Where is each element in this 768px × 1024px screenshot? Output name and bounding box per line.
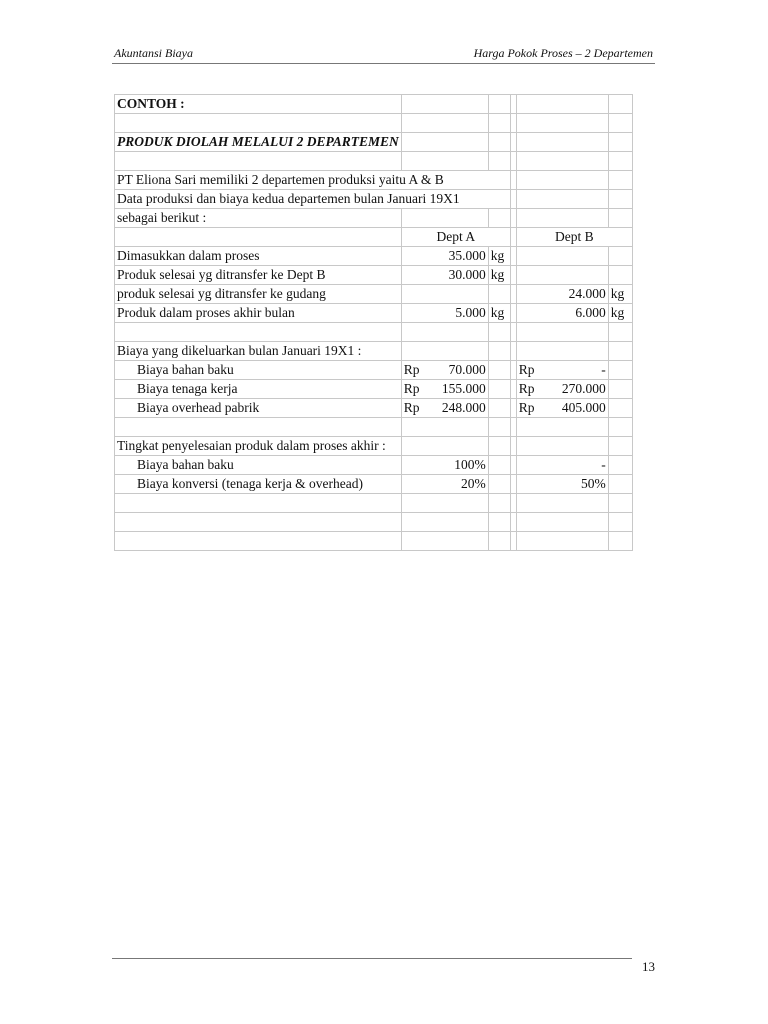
cost-b: 270.000 (561, 381, 606, 396)
currency-a: Rp (403, 362, 420, 377)
row-title (115, 133, 633, 152)
row-intro-1 (115, 171, 633, 190)
intro-line-3: sebagai berikut : (115, 209, 402, 228)
completion-row (115, 456, 633, 475)
production-label: produk selesai yg ditransfer ke gudang (115, 285, 402, 304)
running-header-right: Harga Pokok Proses – 2 Departemen (473, 46, 653, 60)
completion-a: 20% (401, 475, 488, 494)
row-intro-2 (115, 190, 633, 209)
production-label: Produk selesai yg ditransfer ke Dept B (115, 266, 402, 285)
row-intro-3 (115, 209, 633, 228)
production-row (115, 285, 633, 304)
dept-b-unit (608, 266, 632, 285)
completion-b: 50% (516, 475, 608, 494)
production-label: Dimasukkan dalam proses (115, 247, 402, 266)
dept-b-qty (516, 247, 608, 266)
production-row (115, 304, 633, 323)
intro-line-1: PT Eliona Sari memiliki 2 departemen produksi yaitu A & B (115, 171, 511, 190)
dept-a-unit (488, 285, 510, 304)
dept-b-unit (608, 247, 632, 266)
dept-b-qty: 6.000 (516, 304, 608, 323)
cost-row (115, 380, 633, 399)
completion-heading: Tingkat penyelesaian produk dalam proses akhir : (115, 437, 402, 456)
cost-a: 248.000 (441, 400, 486, 415)
cost-label: Biaya overhead pabrik (115, 399, 402, 418)
cost-label: Biaya bahan baku (115, 361, 402, 380)
cost-b: - (601, 362, 606, 377)
dept-a-unit: kg (488, 304, 510, 323)
dept-a-unit: kg (488, 266, 510, 285)
dept-a-qty (401, 285, 488, 304)
currency-a: Rp (403, 381, 420, 396)
cost-a: 155.000 (441, 381, 486, 396)
completion-label: Biaya bahan baku (115, 456, 402, 475)
cost-a: 70.000 (448, 362, 486, 377)
dept-a-header: Dept A (401, 228, 510, 247)
dept-b-qty (516, 266, 608, 285)
cost-heading: Biaya yang dikeluarkan bulan Januari 19X1 : (115, 342, 402, 361)
production-label: Produk dalam proses akhir bulan (115, 304, 402, 323)
dept-b-qty: 24.000 (516, 285, 608, 304)
intro-line-2: Data produksi dan biaya kedua departemen bulan Januari 19X1 (115, 190, 511, 209)
dept-b-header: Dept B (516, 228, 632, 247)
currency-b: Rp (518, 381, 535, 396)
cost-row (115, 399, 633, 418)
footer-rule (112, 958, 632, 959)
completion-label: Biaya konversi (tenaga kerja & overhead) (115, 475, 402, 494)
example-title: PRODUK DIOLAH MELALUI 2 DEPARTEMEN (115, 133, 402, 152)
row-contoh (115, 95, 633, 114)
cost-b: 405.000 (561, 400, 606, 415)
completion-a: 100% (401, 456, 488, 475)
row-dept-headers (115, 228, 633, 247)
dept-b-unit: kg (608, 304, 632, 323)
completion-b: - (516, 456, 608, 475)
dept-a-qty: 30.000 (401, 266, 488, 285)
row-cost-heading (115, 342, 633, 361)
page-number: 13 (642, 959, 655, 974)
example-sheet (114, 94, 633, 551)
running-header-left: Akuntansi Biaya (114, 46, 193, 60)
currency-b: Rp (518, 362, 535, 377)
header-rule (112, 63, 655, 64)
dept-a-qty: 35.000 (401, 247, 488, 266)
production-row (115, 247, 633, 266)
dept-a-qty: 5.000 (401, 304, 488, 323)
completion-row (115, 475, 633, 494)
dept-a-unit: kg (488, 247, 510, 266)
row-completion-heading (115, 437, 633, 456)
cost-row (115, 361, 633, 380)
production-row (115, 266, 633, 285)
currency-a: Rp (403, 400, 420, 415)
cost-label: Biaya tenaga kerja (115, 380, 402, 399)
currency-b: Rp (518, 400, 535, 415)
dept-b-unit: kg (608, 285, 632, 304)
contoh-label: CONTOH : (115, 95, 402, 114)
